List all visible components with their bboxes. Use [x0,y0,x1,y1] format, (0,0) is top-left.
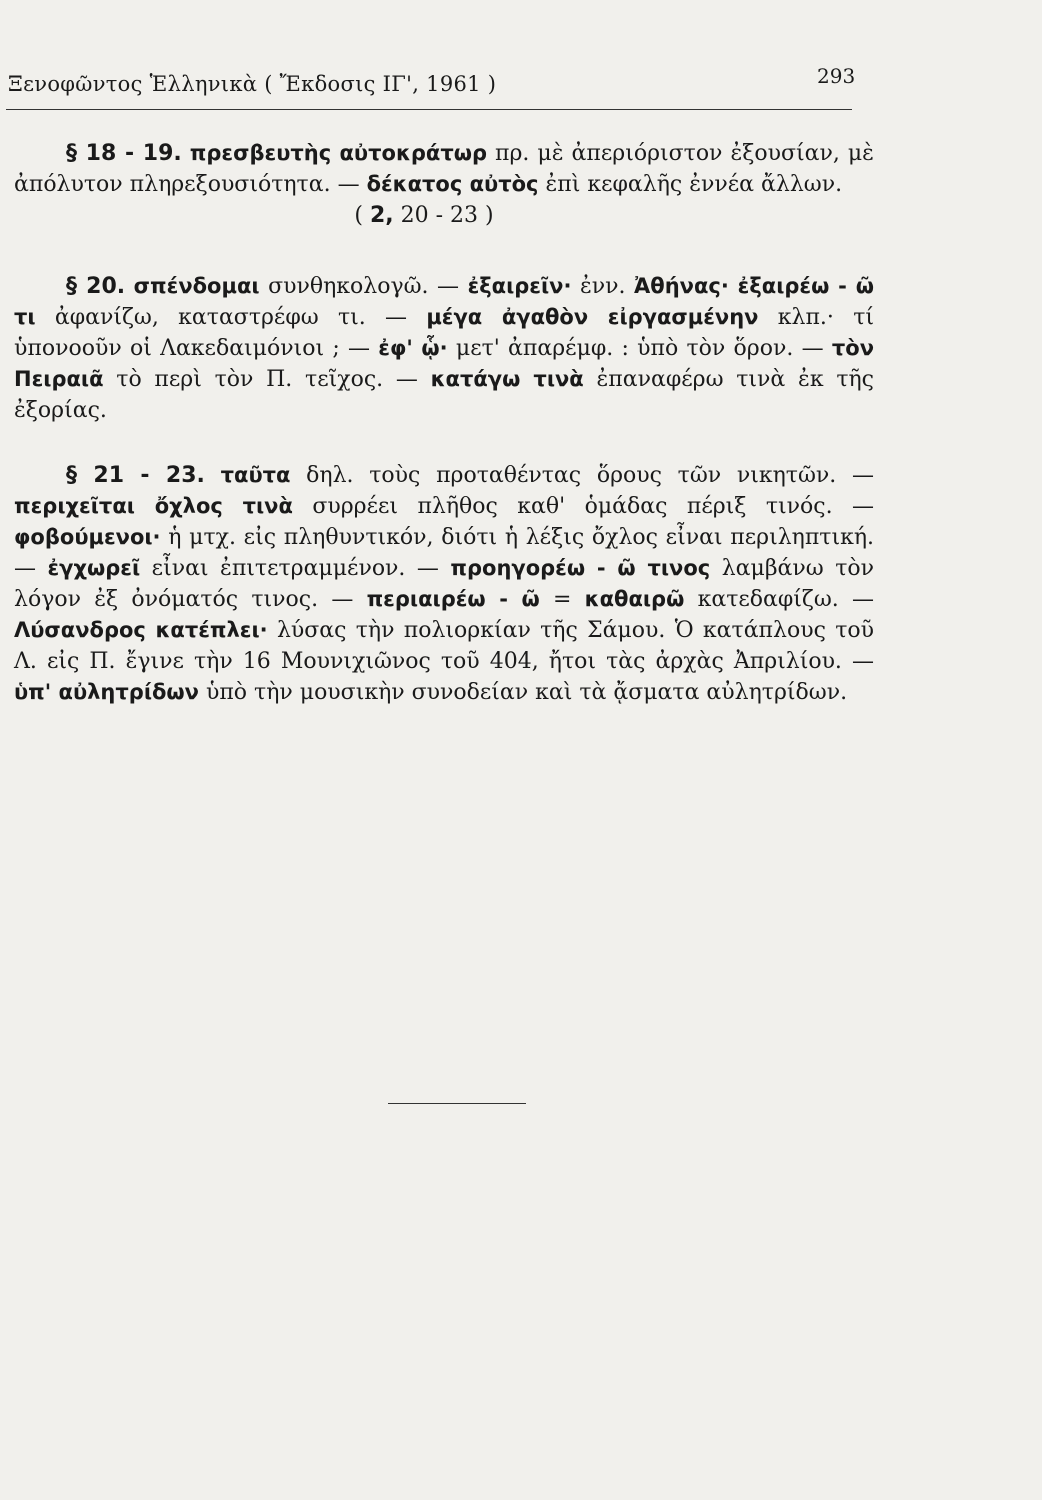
gloss: συνθηκολογῶ. — [259,274,468,299]
lemma: προηγορέω - ῶ τινος [450,556,711,580]
gloss: κατεδαφίζω. — [684,587,874,612]
running-title: Ξενοφῶντος Ἑλληνικὰ ( Ἔκδοσις ΙΓ', 1961 ) [8,72,497,96]
heading-chapter: 2, [369,203,394,228]
lemma: Ἀθήνας· ἐξαιρέω - ῶ τι [14,274,874,329]
gloss: εἶναι ἐπιτετραμμένον. — [140,556,451,581]
note-section-20 [14,271,874,426]
lemma: δέκατος αὐτὸς [366,172,539,196]
gloss: λύσας τὴν πολιορκίαν τῆς Σάμου. Ὁ κατάπλους τοῦ Λ. εἰς Π. ἔγινε τὴν 16 Μουνιχιῶνος τοῦ 404, ἤτοι τὰς ἀρχὰς Ἀπριλίου. — [14,618,874,674]
commentary-body [14,138,874,708]
header-rule [6,109,852,110]
lemma: περιχεῖται ὄχλος τινὰ [14,494,293,518]
lemma: ἐφ' ᾧ· [378,336,448,360]
lemma: τὸν Πειραιᾶ [14,336,874,391]
paragraph-gap [14,426,874,460]
lemma: Λύσανδρος κατέπλει· [14,618,268,642]
section-heading: ( 2, 20 - 23 ) [354,203,494,228]
note-section-21-23 [14,460,874,708]
gloss: ἐπαναφέρω τινὰ ἐκ τῆς ἐξορίας. [14,367,874,423]
section-mark: § 18 - 19. [66,141,182,166]
lemma: πρεσβευτὴς αὐτοκράτωρ [189,141,488,165]
lemma: σπένδομαι [133,274,260,298]
lemma: ἐγχωρεῖ [47,556,141,580]
gloss: ἀφανίζω, καταστρέφω τι. — [35,305,427,330]
gloss: πρ. μὲ ἀπεριόριστον ἐξουσίαν, μὲ ἀπόλυτον πληρεξουσιότητα. — [14,141,874,197]
lemma: μέγα ἀγαθὸν εἰργασμένην [426,305,759,329]
gloss: ὑπὸ τὴν μουσικὴν συνοδείαν καὶ τὰ ᾄσματα αὐλητρίδων. [198,680,848,705]
gloss: συρρέει πλῆθος καθ' ὁμάδας πέριξ τινός. — [292,494,874,519]
gloss: ἡ μτχ. εἰς πληθυντικόν, διότι ἡ λέξις ὄχλος εἶναι περιληπτική. — [14,525,874,581]
gloss: = [539,587,585,612]
gloss: λαμβάνω τὸν λόγον ἐξ ὀνόματός τινος. — [14,556,874,612]
lemma: ὑπ' αὐλητρίδων [14,680,199,704]
end-rule [388,1103,526,1104]
gloss: τὸ περὶ τὸν Π. τεῖχος. — [103,367,431,392]
gloss: μετ' ἀπαρέμφ. : ὑπὸ τὸν ὅρον. — [447,336,832,361]
heading-range: 20 - 23 [393,203,479,228]
lemma: ἐξαιρεῖν· [467,274,572,298]
gloss: ἐπὶ κεφαλῆς ἐννέα ἄλλων. [538,172,843,197]
lemma: περιαιρέω - ῶ [366,587,540,611]
page-number: 293 [817,64,856,88]
lemma: κατάγω τινὰ [430,367,584,391]
gloss: κλπ.· τί ὑπονοοῦν οἱ Λακεδαιμόνιοι ; — [14,305,874,361]
gloss: δηλ. τοὺς προταθέντας ὅρους τῶν νικητῶν. — [290,463,875,488]
section-mark: § 20. [66,274,126,299]
lemma: ταῦτα [220,463,291,487]
section-mark: § 21 - 23. [66,463,205,488]
lemma: φοβούμενοι· [14,525,161,549]
gloss: ἐνν. [571,274,635,299]
note-section-18-19 [14,138,874,200]
lemma: καθαιρῶ [584,587,685,611]
